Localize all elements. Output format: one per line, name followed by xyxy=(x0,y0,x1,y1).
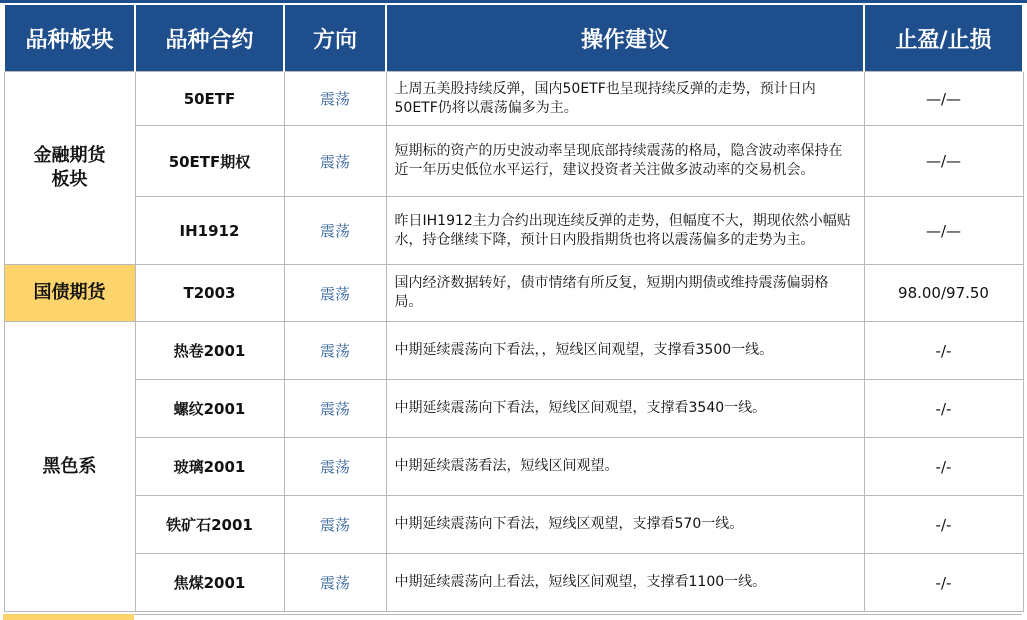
header-stop: 止盈/止损 xyxy=(864,5,1023,72)
advice-cell: 昨日IH1912主力合约出现连续反弹的走势，但幅度不大，期现依然小幅贴水，持仓继续下降，预计日内股指期货也将以震荡偏多的走势为主。 xyxy=(386,197,864,265)
table-row xyxy=(4,322,1023,380)
advice-cell: 中期延续震荡向下看法，短线区间观望，支撑看3540一线。 xyxy=(386,380,864,438)
advice-cell: 中期延续震荡向上看法，短线区间观望，支撑看1100一线。 xyxy=(386,554,864,612)
stop-cell: -/- xyxy=(864,438,1023,496)
strategy-table xyxy=(3,5,1024,612)
table-row xyxy=(4,438,1023,496)
stop-cell: -/- xyxy=(864,380,1023,438)
direction-cell: 震荡 xyxy=(284,496,386,554)
contract-cell: 热卷2001 xyxy=(135,322,284,380)
contract-cell: 50ETF期权 xyxy=(135,126,284,197)
direction-cell: 震荡 xyxy=(284,197,386,265)
advice-cell: 中期延续震荡向下看法，，短线区间观望，支撑看3500一线。 xyxy=(386,322,864,380)
direction-cell: 震荡 xyxy=(284,322,386,380)
header-row xyxy=(4,5,1023,72)
top-border-line xyxy=(0,0,1027,3)
stop-cell: -/- xyxy=(864,496,1023,554)
table-row xyxy=(4,496,1023,554)
header-advice: 操作建议 xyxy=(386,5,864,72)
next-sector-strip xyxy=(3,614,134,620)
stop-cell: -/- xyxy=(864,322,1023,380)
direction-cell: 震荡 xyxy=(284,554,386,612)
direction-cell: 震荡 xyxy=(284,265,386,322)
stop-cell: -/- xyxy=(864,554,1023,612)
sector-treasury-futures: 国债期货 xyxy=(4,265,135,322)
advice-cell: 上周五美股持续反弹，国内50ETF也呈现持续反弹的走势，预计日内50ETF仍将以震荡偏多为主。 xyxy=(386,72,864,126)
header-sector: 品种板块 xyxy=(4,5,135,72)
header-direction: 方向 xyxy=(284,5,386,72)
contract-cell: IH1912 xyxy=(135,197,284,265)
advice-cell: 中期延续震荡看法，短线区间观望。 xyxy=(386,438,864,496)
direction-cell: 震荡 xyxy=(284,438,386,496)
sector-financial-futures xyxy=(4,72,135,265)
table-row xyxy=(4,72,1023,126)
bottom-divider xyxy=(3,614,1022,615)
sector-black-series: 黑色系 xyxy=(4,322,135,612)
direction-cell: 震荡 xyxy=(284,72,386,126)
contract-cell: 螺纹2001 xyxy=(135,380,284,438)
stop-cell: —/— xyxy=(864,72,1023,126)
advice-cell: 国内经济数据转好，债市情绪有所反复，短期内期债或维持震荡偏弱格局。 xyxy=(386,265,864,322)
stop-cell: —/— xyxy=(864,126,1023,197)
stop-cell: 98.00/97.50 xyxy=(864,265,1023,322)
direction-cell: 震荡 xyxy=(284,126,386,197)
sector-financial-line2: 板块 xyxy=(51,169,88,190)
sector-financial-line1: 金融期货 xyxy=(33,145,106,166)
contract-cell: T2003 xyxy=(135,265,284,322)
table-row xyxy=(4,197,1023,265)
table-row xyxy=(4,380,1023,438)
advice-cell: 短期标的资产的历史波动率呈现底部持续震荡的格局，隐含波动率保持在近一年历史低位水平运行，建议投资者关注做多波动率的交易机会。 xyxy=(386,126,864,197)
stop-cell: —/— xyxy=(864,197,1023,265)
table-row xyxy=(4,126,1023,197)
contract-cell: 50ETF xyxy=(135,72,284,126)
contract-cell: 铁矿石2001 xyxy=(135,496,284,554)
advice-cell: 中期延续震荡向下看法，短线区观望，支撑看570一线。 xyxy=(386,496,864,554)
contract-cell: 焦煤2001 xyxy=(135,554,284,612)
table-row xyxy=(4,265,1023,322)
table-row xyxy=(4,554,1023,612)
contract-cell: 玻璃2001 xyxy=(135,438,284,496)
header-contract: 品种合约 xyxy=(135,5,284,72)
direction-cell: 震荡 xyxy=(284,380,386,438)
